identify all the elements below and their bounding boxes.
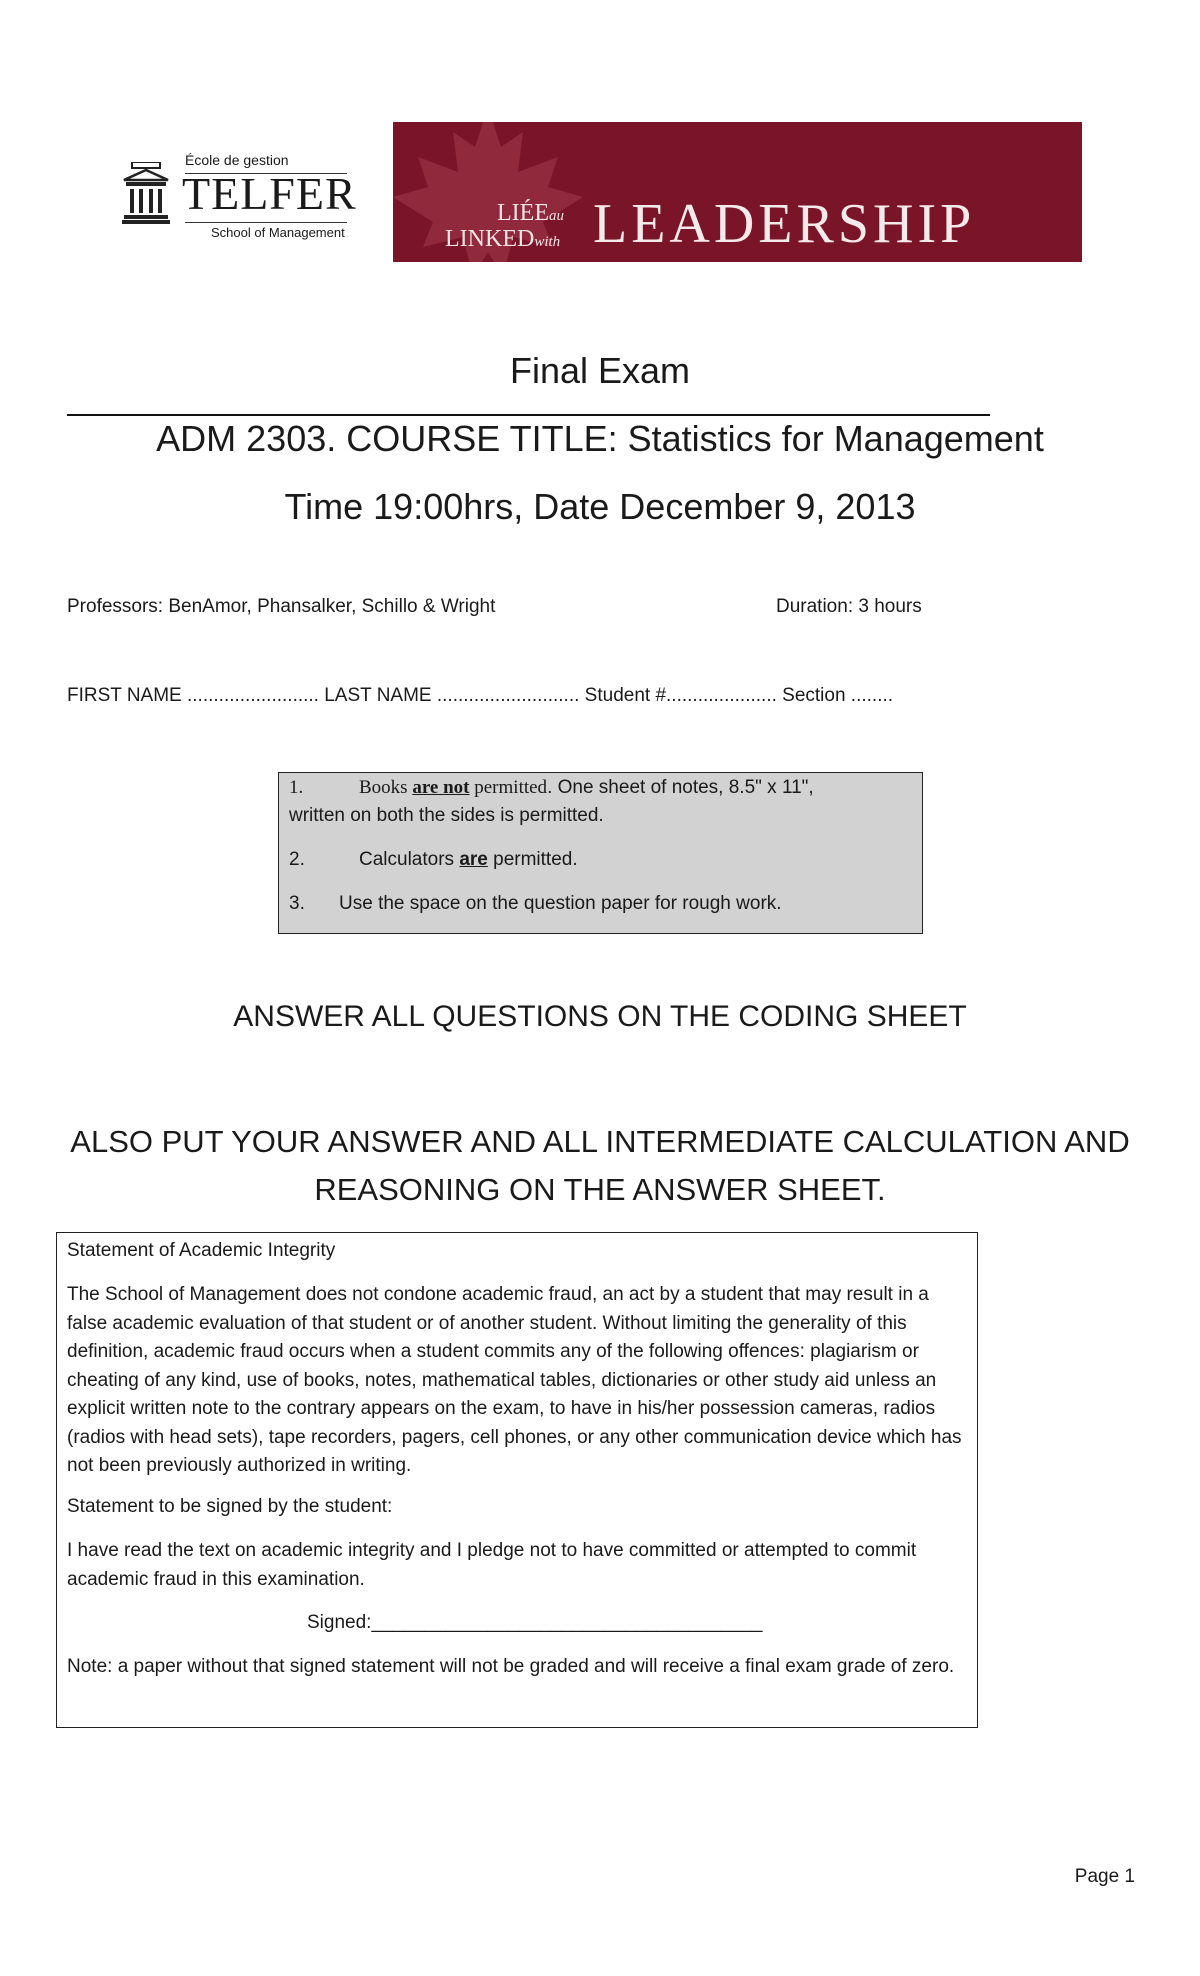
logo-school-text: School of Management bbox=[211, 225, 345, 240]
instruction-item-1 bbox=[359, 777, 814, 799]
banner-liee-text bbox=[497, 200, 564, 227]
integrity-heading: Statement of Academic Integrity bbox=[67, 1240, 336, 1261]
signature-prompt: Statement to be signed by the student: bbox=[67, 1496, 393, 1517]
banner-linked-word: LINKED bbox=[445, 226, 535, 252]
answer-all-heading: ANSWER ALL QUESTIONS ON THE CODING SHEET bbox=[233, 1000, 967, 1033]
logo-wordmark: TELFER bbox=[182, 168, 357, 219]
logo-ecole-text: École de gestion bbox=[185, 152, 289, 168]
telfer-logo bbox=[122, 152, 357, 252]
instruction-number: 1. bbox=[289, 777, 304, 798]
banner-liee-word: LIÉE bbox=[497, 200, 549, 226]
answer-sheet-heading-line-2: REASONING ON THE ANSWER SHEET. bbox=[314, 1172, 886, 1207]
instruction-number: 2. bbox=[289, 849, 305, 870]
instruction-number: 3. bbox=[289, 893, 305, 914]
building-icon bbox=[122, 162, 170, 224]
banner-linked-text bbox=[445, 226, 560, 253]
instruction-text: permitted. bbox=[487, 849, 578, 870]
page-number: Page 1 bbox=[1074, 1866, 1135, 1887]
exam-datetime: Time 19:00hrs, Date December 9, 2013 bbox=[284, 486, 916, 527]
instruction-item-2 bbox=[359, 849, 578, 871]
title-divider bbox=[67, 414, 990, 416]
instruction-text: permitted bbox=[469, 777, 548, 798]
banner-leadership-text: LEADERSHIP bbox=[593, 193, 976, 255]
exam-title: Final Exam bbox=[509, 350, 691, 391]
instruction-item-3: Use the space on the question paper for rough work. bbox=[339, 893, 782, 914]
pledge-text: I have read the text on academic integrity and I pledge not to have committed or attempted to commit academic fraud in this examination. bbox=[67, 1540, 917, 1590]
instruction-item-1-continued: written on both the sides is permitted. bbox=[289, 805, 604, 826]
banner-au-word: au bbox=[548, 208, 564, 224]
student-info-fields: FIRST NAME ......................... LAST NAME ........................... Student #..................... Section ........ bbox=[67, 685, 894, 706]
answer-sheet-heading-line-1: ALSO PUT YOUR ANSWER AND ALL INTERMEDIATE CALCULATION AND bbox=[70, 1124, 1130, 1159]
duration-line: Duration: 3 hours bbox=[776, 596, 922, 617]
academic-integrity-box bbox=[56, 1232, 978, 1728]
instructions-box bbox=[278, 772, 923, 934]
course-title: ADM 2303. COURSE TITLE: Statistics for Management bbox=[156, 418, 1044, 459]
professors-line: Professors: BenAmor, Phansalker, Schillo & Wright bbox=[67, 596, 496, 617]
instruction-emphasis: are bbox=[459, 849, 488, 870]
logo-divider bbox=[185, 222, 347, 223]
integrity-paragraph: The School of Management does not condone academic fraud, an act by a student that may result in a false academic evaluation of that student or of another student. Without limiting the generality of this definition, academic fraud occurs when a student commits any of the following offences: plagiarism or cheating of any kind, use of books, notes, mathematical tables, dictionaries or other study aid unless an explicit written note to the contrary appears on the exam, to have in his/her possession cameras, radios (radios with head sets), tape recorders, pagers, cell phones, or any other communication device which has not been previously authorized in writing. bbox=[67, 1284, 962, 1476]
instruction-text: Books bbox=[359, 777, 413, 798]
grading-note: Note: a paper without that signed statement will not be graded and will receive a final exam grade of zero. bbox=[67, 1656, 955, 1677]
leadership-banner bbox=[393, 122, 1082, 262]
instruction-text: . One sheet of notes, 8.5" x 11", bbox=[547, 777, 814, 798]
instruction-emphasis: are not bbox=[412, 777, 470, 798]
signature-line: Signed:_____________________________________ bbox=[307, 1612, 763, 1633]
instruction-text: Calculators bbox=[359, 849, 460, 870]
banner-with-word: with bbox=[534, 234, 561, 250]
